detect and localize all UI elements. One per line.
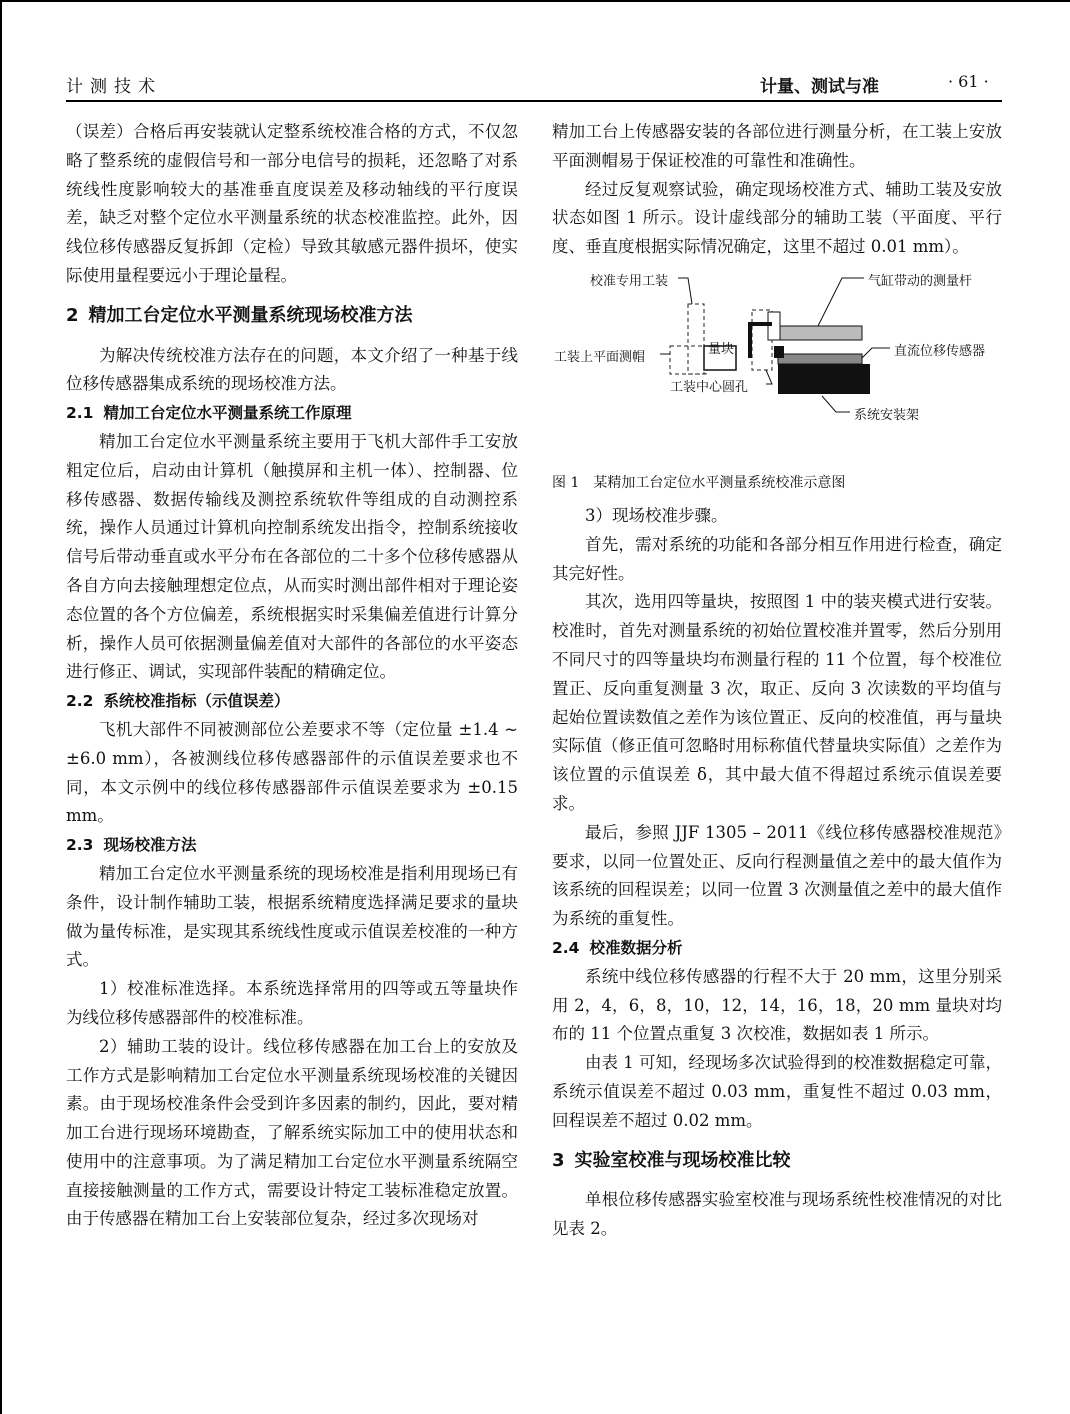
paragraph: 最后，参照 JJF 1305 – 2011《线位移传感器校准规范》要求，以同一位置处正、反向行程测量值之差中的最大值作为该系统的回程误差；以同一位置 3 次测量值之差中的最大值作为系统的重复性。 xyxy=(552,822,1002,929)
subsection-number: 2.3 xyxy=(66,836,94,855)
paragraph: 2）辅助工装的设计。线位移传感器在加工台上的安放及工作方式是影响精加工台定位水平测量系统现场校准的关键因素。由于现场校准条件会受到许多因素的制约，因此，要对精加工台进行现场环境勘查，了解系统实际加工中的使用状态和使用中的注意事项。为了满足精加工台定位水平测量系统隔空直接接触测量的工作方式，需要设计特定工装标准稳定放置。由于传感器在精加工台上安装部位复杂，经过多次现场对 xyxy=(66,1036,518,1229)
paragraph: 其次，选用四等量块，按照图 1 中的装夹模式进行安装。校准时，首先对测量系统的初始位置校准并置零，然后分别用不同尺寸的四等量块均布测量行程的 11 个位置，每个校准位置正、反向重复测量 3 次，取正、反向 3 次读数的平均值与起始位置读数值之差作为该位置正、反向的校准值，再与量块实际值（修正值可忽略时用标称值代替量块实际值）之差作为该位置的示值误差 δ，其中最大值不得超过系统示值误差要求。 xyxy=(552,592,1002,813)
subsection-heading xyxy=(552,934,1002,963)
subsection-title: 校准数据分析 xyxy=(589,938,683,957)
paragraph: 飞机大部件不同被测部位公差要求不等（定位量 ±1.4 ~ ±6.0 mm），各被测线位移传感器部件的示值误差要求也不同，本文示例中的线位移传感器部件示值误差要求为 ±0.15 mm。 xyxy=(66,719,518,826)
leader-rod xyxy=(818,278,864,326)
paragraph: 3）现场校准步骤。 xyxy=(585,505,728,525)
left-column xyxy=(66,118,518,1234)
fixture-dashed-box xyxy=(688,304,704,374)
paragraph: 经过反复观察试验，确定现场校准方式、辅助工装及安放状态如图 1 所示。设计虚线部分的辅助工装（平面度、平行度、垂直度根据实际情况确定，这里不超过 0.01 mm）。 xyxy=(552,179,1002,257)
paragraph: 由表 1 可知，经现场多次试验得到的校准数据稳定可靠，系统示值误差不超过 0.03 mm，重复性不超过 0.03 mm，回程误差不超过 0.02 mm。 xyxy=(552,1053,1002,1130)
subsection-heading xyxy=(66,399,518,428)
page-number: · 61 · xyxy=(948,72,989,91)
paragraph: 系统中线位移传感器的行程不大于 20 mm，这里分别采用 2，4，6，8，10，12，14，16，18，20 mm 量块对均布的 11 个位置点重复 3 次校准，数据如表 1 所示。 xyxy=(552,966,1002,1044)
section-title: 实验室校准与现场校准比较 xyxy=(574,1149,791,1171)
subsection-title: 系统校准指标（示值误差） xyxy=(103,692,290,711)
mount-frame xyxy=(778,364,870,394)
right-column xyxy=(552,118,1002,1244)
paragraph: 精加工台上传感器安装的各部位进行测量分析，在工装上安放平面测帽易于保证校准的可靠性和准确性。 xyxy=(552,122,1002,170)
subsection-number: 2.2 xyxy=(66,692,94,711)
journal-name: 计测技术 xyxy=(66,77,162,97)
subsection-number: 2.1 xyxy=(66,404,94,423)
leader-frame xyxy=(822,396,850,412)
label-flat-cap: 工装上平面测帽 xyxy=(554,349,646,365)
paragraph: 首先，需对系统的功能和各部分相互作用进行检查，确定其完好性。 xyxy=(552,534,1002,583)
label-gauge-block: 量块 xyxy=(708,341,735,357)
paragraph: 精加工台定位水平测量系统主要用于飞机大部件手工安放粗定位后，启动由计算机（触摸屏和主机一体）、控制器、位移传感器、数据传输线及测控系统软件等组成的自动测控系统，操作人员通过计算机向控制系统发出指令，控制系统接收信号后带动垂直或水平分布在各部位的二十多个位移传感器从各自方向去接触理想定位点，从而实时测出部件相对于理论姿态位置的各个方位偏差，系统根据实时采集偏差值进行计算分析，操作人员可依据测量偏差值对大部件的各部位的水平姿态进行修正、调试，实现部件装配的精确定位。 xyxy=(66,431,518,682)
section-heading xyxy=(66,302,518,331)
sensor-head xyxy=(774,346,784,358)
paragraph: 1）校准标准选择。本系统选择常用的四等或五等量块作为线位移传感器部件的校准标准。 xyxy=(66,979,518,1027)
section-number: 2 xyxy=(66,304,79,326)
subsection-number: 2.4 xyxy=(552,938,580,957)
cylinder-rod xyxy=(780,326,862,340)
leader-fixture xyxy=(678,278,692,304)
header-rule xyxy=(66,100,1002,102)
figure-1 xyxy=(552,264,1002,464)
subsection-title: 精加工台定位水平测量系统工作原理 xyxy=(103,404,352,423)
section-title: 精加工台定位水平测量系统现场校准方法 xyxy=(88,304,413,326)
label-center-hole: 工装中心圆孔 xyxy=(670,379,749,395)
section-number: 3 xyxy=(552,1149,565,1171)
subsection-heading xyxy=(66,831,518,860)
figure-caption: 图 1 某精加工台定位水平测量系统校准示意图 xyxy=(552,474,846,491)
section-heading xyxy=(552,1147,1002,1176)
paragraph: 为解决传统校准方法存在的问题，本文介绍了一种基于线位移传感器集成系统的现场校准方法。 xyxy=(66,345,518,394)
label-dc-sensor: 直流位移传感器 xyxy=(894,343,986,359)
paragraph: （误差）合格后再安装就认定整系统校准合格的方式，不仅忽略了整系统的虚假信号和一部分电信号的损耗，还忽略了对系统线性度影响较大的基准垂直度误差及移动轴线的平行度误差，缺乏对整个定位水平测量系统的状态校准监控。此外，因线位移传感器反复拆卸（定检）导致其敏感元器件损坏，使实际使用量程要远小于理论量程。 xyxy=(66,122,518,285)
rod-vertical xyxy=(748,322,752,358)
dc-sensor xyxy=(778,354,862,364)
paragraph: 单根位移传感器实验室校准与现场系统性校准情况的对比见表 2。 xyxy=(552,1190,1002,1239)
subsection-title: 现场校准方法 xyxy=(103,836,197,855)
paragraph: 精加工台定位水平测量系统的现场校准是指利用现场已有条件，设计制作辅助工装，根据系统精度选择满足要求的量块做为量传标准，是实现其系统线性度或示值误差校准的一种方式。 xyxy=(66,863,518,970)
label-special-fixture: 校准专用工装 xyxy=(590,273,669,289)
label-cylinder-rod: 气缸带动的测量杆 xyxy=(868,273,973,289)
leader-sensor xyxy=(862,348,890,358)
section-name: 计量、测试与准 xyxy=(760,77,879,97)
subsection-heading xyxy=(66,687,518,716)
label-mount-frame: 系统安装架 xyxy=(854,407,920,423)
leader-hole xyxy=(766,370,772,384)
